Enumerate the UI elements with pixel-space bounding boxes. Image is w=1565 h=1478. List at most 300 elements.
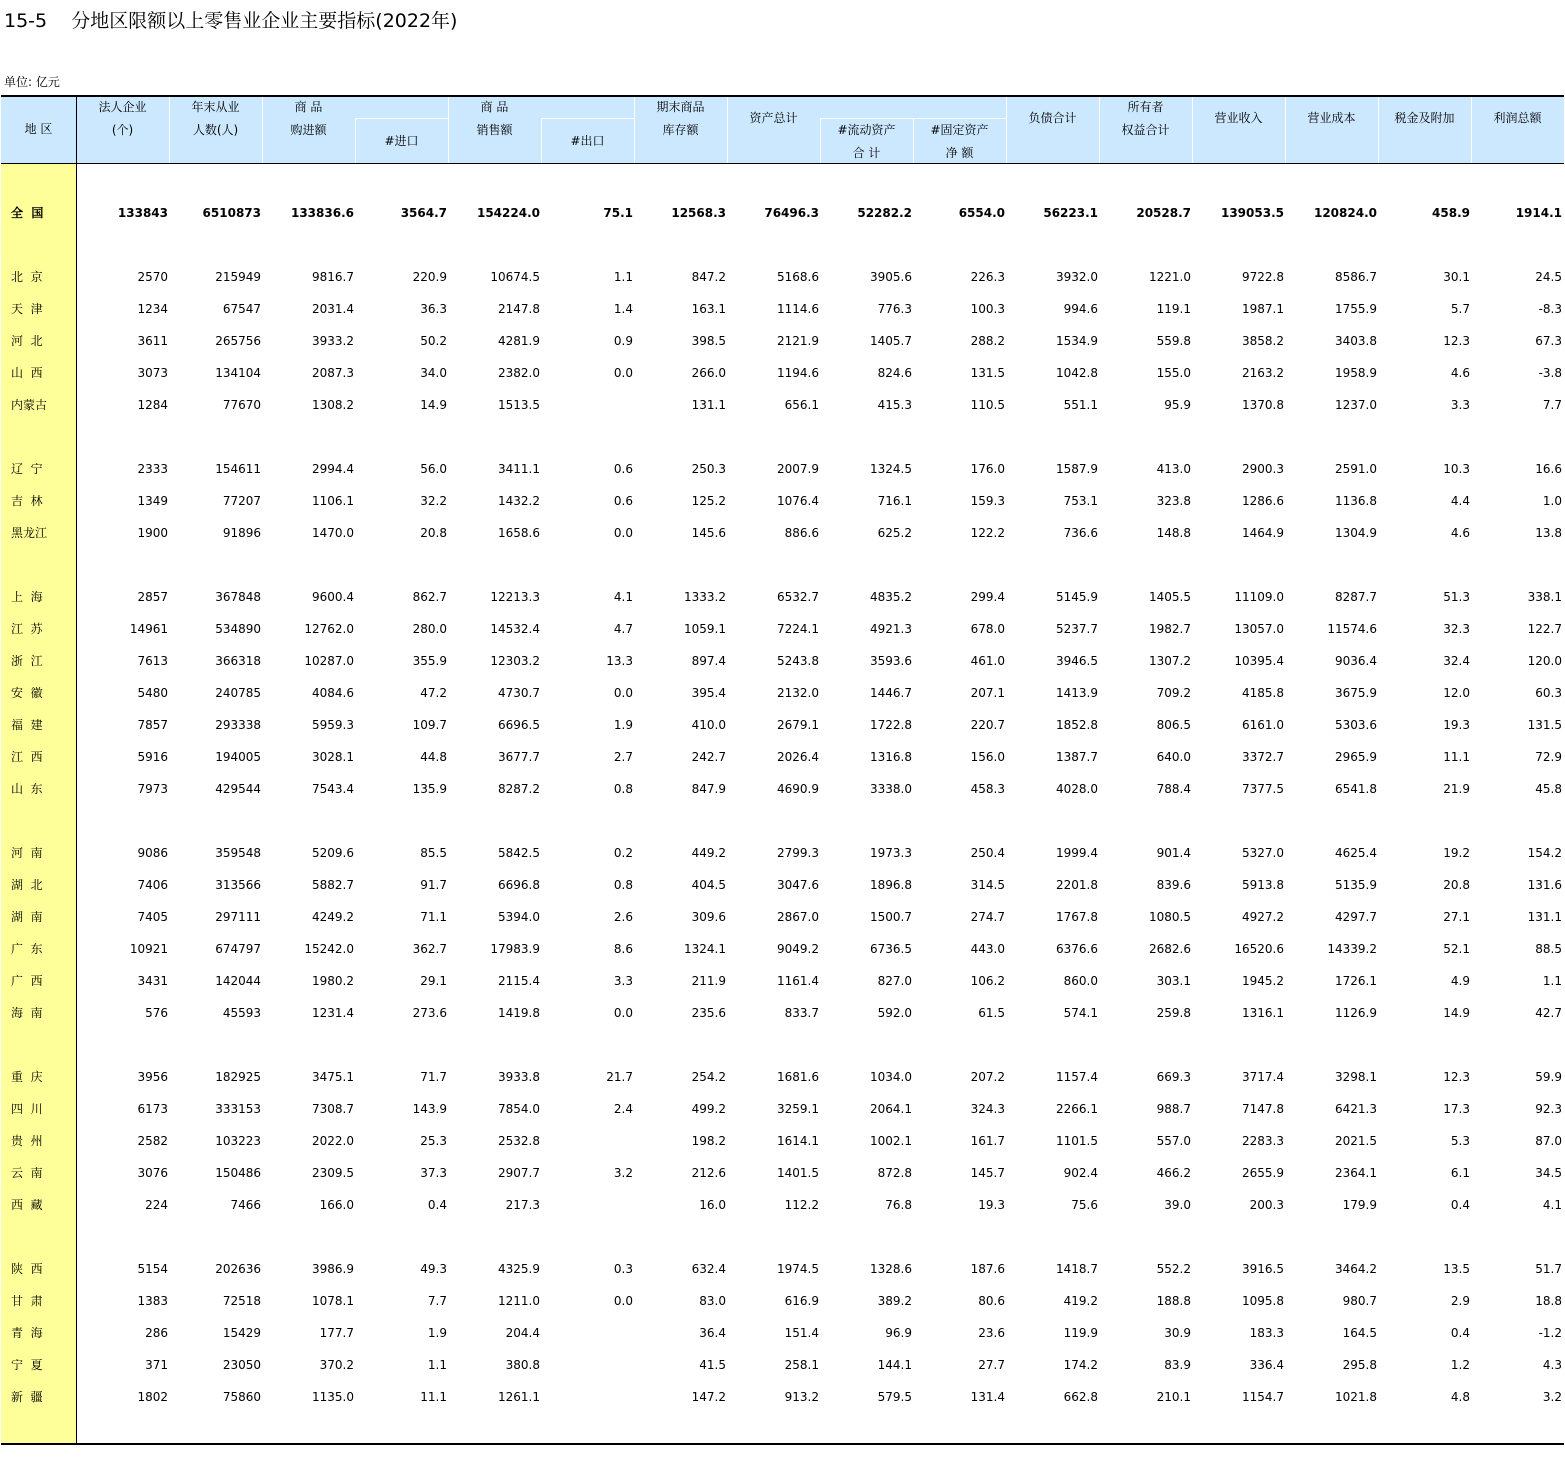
table-cell: 2382.0 — [498, 366, 540, 380]
table-cell: 147.2 — [691, 1390, 726, 1404]
table-cell: 45593 — [222, 1006, 261, 1020]
table-cell: 736.6 — [1063, 526, 1098, 540]
table-cell: 44.8 — [420, 750, 447, 764]
table-cell: 3372.7 — [1242, 750, 1284, 764]
table-cell: 1333.2 — [684, 590, 726, 604]
table-cell: 50.2 — [420, 334, 447, 348]
table-cell: 0.8 — [613, 782, 633, 796]
table-cell: 3858.2 — [1242, 334, 1284, 348]
table-cell: 1999.4 — [1056, 846, 1098, 860]
table-cell: 1076.4 — [777, 494, 819, 508]
table-cell: 395.4 — [691, 686, 726, 700]
table-cell: 5842.5 — [498, 846, 540, 860]
table-cell: 2570 — [137, 270, 168, 284]
table-cell: 7.7 — [427, 1294, 447, 1308]
table-cell: 5209.6 — [312, 846, 354, 860]
table-cell: 534890 — [215, 622, 261, 636]
table-cell: 2582 — [137, 1134, 168, 1148]
table-cell: 12568.3 — [671, 206, 726, 220]
table-cell: 3564.7 — [400, 206, 447, 220]
table-cell: 198.2 — [691, 1134, 726, 1148]
header-divider — [1285, 97, 1286, 163]
table-cell: 11574.6 — [1327, 622, 1377, 636]
table-cell: 176.0 — [970, 462, 1005, 476]
table-cell: 1405.5 — [1149, 590, 1191, 604]
table-cell: 8.6 — [613, 942, 633, 956]
table-cell: 2799.3 — [777, 846, 819, 860]
table-cell: 39.0 — [1164, 1198, 1191, 1212]
table-cell: 3611 — [137, 334, 168, 348]
table-cell: 1.4 — [613, 302, 633, 316]
table-cell: 122.2 — [970, 526, 1005, 540]
header-equity-2: 权益合计 — [1121, 123, 1170, 137]
table-cell: 49.3 — [420, 1262, 447, 1276]
table-cell: 872.8 — [877, 1166, 912, 1180]
table-cell: 3933.2 — [312, 334, 354, 348]
table-cell: 3932.0 — [1056, 270, 1098, 284]
region-column-rule — [76, 97, 77, 1444]
table-cell: 259.8 — [1156, 1006, 1191, 1020]
table-cell: 23.6 — [978, 1326, 1005, 1340]
table-cell: 23050 — [222, 1358, 261, 1372]
table-cell: 120.0 — [1527, 654, 1562, 668]
region-label: 内蒙古 — [11, 398, 48, 412]
table-cell: 3338.0 — [870, 782, 912, 796]
table-cell: 3593.6 — [870, 654, 912, 668]
table-cell: 1722.8 — [870, 718, 912, 732]
table-cell: 355.9 — [412, 654, 447, 668]
region-label: 青 海 — [11, 1326, 43, 1340]
table-cell: 1101.5 — [1056, 1134, 1098, 1148]
table-cell: 1.0 — [1542, 494, 1562, 508]
table-cell: 92.3 — [1535, 1102, 1562, 1116]
table-cell: 367848 — [215, 590, 261, 604]
table-cell: 3475.1 — [312, 1070, 354, 1084]
header-current-assets-1: #流动资产 — [837, 123, 896, 137]
table-cell: 161.7 — [970, 1134, 1005, 1148]
table-cell: 7.7 — [1542, 398, 1562, 412]
table-cell: 847.2 — [691, 270, 726, 284]
table-cell: 2364.1 — [1335, 1166, 1377, 1180]
table-cell: 1114.6 — [777, 302, 819, 316]
table-cell: 1958.9 — [1335, 366, 1377, 380]
header-employees-1: 年末从业 — [191, 100, 240, 114]
table-cell: -3.8 — [1538, 366, 1562, 380]
table-cell: 901.4 — [1156, 846, 1191, 860]
table-cell: 6554.0 — [958, 206, 1005, 220]
table-cell: 155.0 — [1156, 366, 1191, 380]
table-cell: 240785 — [215, 686, 261, 700]
region-label: 上 海 — [11, 590, 43, 604]
table-cell: 1324.1 — [684, 942, 726, 956]
table-cell: 3259.1 — [777, 1102, 819, 1116]
table-cell: 443.0 — [970, 942, 1005, 956]
table-cell: 163.1 — [691, 302, 726, 316]
table-cell: 3411.1 — [498, 462, 540, 476]
table-cell: 2283.3 — [1242, 1134, 1284, 1148]
table-cell: 200.3 — [1249, 1198, 1284, 1212]
table-cell: 0.9 — [613, 334, 633, 348]
table-cell: 4927.2 — [1242, 910, 1284, 924]
table-cell: 145.6 — [691, 526, 726, 540]
table-cell: 4325.9 — [498, 1262, 540, 1276]
header-divider — [355, 119, 356, 163]
table-cell: 1370.8 — [1242, 398, 1284, 412]
header-divider — [541, 119, 542, 163]
table-cell: 27.1 — [1443, 910, 1470, 924]
table-cell: 625.2 — [877, 526, 912, 540]
header-purchases-2: 购进额 — [290, 123, 327, 137]
table-cell: 34.5 — [1535, 1166, 1562, 1180]
header-divider — [820, 118, 1006, 119]
table-cell: 2965.9 — [1335, 750, 1377, 764]
table-cell: 0.8 — [613, 878, 633, 892]
table-cell: 100.3 — [970, 302, 1005, 316]
table-cell: 3946.5 — [1056, 654, 1098, 668]
table-cell: 12762.0 — [304, 622, 354, 636]
table-cell: 576 — [145, 1006, 168, 1020]
table-cell: 6696.5 — [498, 718, 540, 732]
table-cell: 1034.0 — [870, 1070, 912, 1084]
table-cell: 10674.5 — [490, 270, 540, 284]
table-cell: 4028.0 — [1056, 782, 1098, 796]
region-label: 四 川 — [11, 1102, 43, 1116]
table-cell: 71.7 — [420, 1070, 447, 1084]
table-cell: 4.1 — [1542, 1198, 1562, 1212]
region-column-background — [1, 164, 76, 1444]
table-cell: 194005 — [215, 750, 261, 764]
table-cell: 274.7 — [970, 910, 1005, 924]
header-divider — [1192, 97, 1193, 163]
header-inventory-2: 库存额 — [662, 123, 699, 137]
table-cell: 135.9 — [412, 782, 447, 796]
header-corp-count-1: 法人企业 — [98, 100, 147, 114]
table-cell: 10395.4 — [1234, 654, 1284, 668]
table-bottom-rule — [1, 1443, 1564, 1445]
table-cell: 242.7 — [691, 750, 726, 764]
table-cell: 551.1 — [1063, 398, 1098, 412]
table-cell: 183.3 — [1249, 1326, 1284, 1340]
table-cell: 3675.9 — [1335, 686, 1377, 700]
table-cell: 592.0 — [877, 1006, 912, 1020]
table-cell: 42.7 — [1535, 1006, 1562, 1020]
table-cell: 2.7 — [613, 750, 633, 764]
table-cell: 19.2 — [1443, 846, 1470, 860]
table-cell: 2682.6 — [1149, 942, 1191, 956]
table-cell: 1419.8 — [498, 1006, 540, 1020]
table-cell: 1.2 — [1450, 1358, 1470, 1372]
table-cell: 1221.0 — [1149, 270, 1191, 284]
table-cell: 1.1 — [613, 270, 633, 284]
table-cell: 119.1 — [1156, 302, 1191, 316]
table-cell: 9036.4 — [1335, 654, 1377, 668]
table-cell: 5237.7 — [1056, 622, 1098, 636]
table-cell: 458.3 — [970, 782, 1005, 796]
table-cell: 145.7 — [970, 1166, 1005, 1180]
table-cell: 154224.0 — [476, 206, 540, 220]
table-cell: 67547 — [222, 302, 261, 316]
table-cell: 5.7 — [1450, 302, 1470, 316]
table-cell: 13.8 — [1535, 526, 1562, 540]
region-label: 江 西 — [11, 750, 43, 764]
table-cell: 1980.2 — [312, 974, 354, 988]
table-cell: 150486 — [215, 1166, 261, 1180]
table-cell: 4.6 — [1450, 526, 1470, 540]
table-cell: 1002.1 — [870, 1134, 912, 1148]
table-cell: 41.5 — [699, 1358, 726, 1372]
table-header — [1, 96, 1564, 164]
table-cell: 204.4 — [505, 1326, 540, 1340]
table-cell: 788.4 — [1156, 782, 1191, 796]
header-divider — [1006, 97, 1007, 163]
table-cell: 110.5 — [970, 398, 1005, 412]
table-cell: 1973.3 — [870, 846, 912, 860]
table-cell: 7147.8 — [1242, 1102, 1284, 1116]
table-cell: 0.2 — [613, 846, 633, 860]
table-cell: 709.2 — [1156, 686, 1191, 700]
table-cell: 112.2 — [784, 1198, 819, 1212]
region-label: 山 西 — [11, 366, 43, 380]
table-cell: 4835.2 — [870, 590, 912, 604]
table-cell: 5913.8 — [1242, 878, 1284, 892]
table-cell: 1261.1 — [498, 1390, 540, 1404]
region-label: 新 疆 — [11, 1390, 43, 1404]
table-cell: 1681.6 — [777, 1070, 819, 1084]
region-label: 西 藏 — [11, 1198, 43, 1212]
table-cell: 1401.5 — [777, 1166, 819, 1180]
table-cell: 8287.7 — [1335, 590, 1377, 604]
header-fixed-assets-1: #固定资产 — [930, 123, 989, 137]
table-cell: 362.7 — [412, 942, 447, 956]
table-cell: 14961 — [129, 622, 168, 636]
table-cell: 8287.2 — [498, 782, 540, 796]
region-label: 贵 州 — [11, 1134, 43, 1148]
header-sales-1: 商 品 — [480, 100, 509, 114]
table-cell: 21.7 — [606, 1070, 633, 1084]
table-cell: 5327.0 — [1242, 846, 1284, 860]
table-cell: 0.0 — [613, 1006, 633, 1020]
table-cell: 299.4 — [970, 590, 1005, 604]
table-cell: 20.8 — [420, 526, 447, 540]
table-cell: 254.2 — [691, 1070, 726, 1084]
table-cell: 1.1 — [427, 1358, 447, 1372]
table-cell: 4.4 — [1450, 494, 1470, 508]
table-cell: 8586.7 — [1335, 270, 1377, 284]
table-cell: 103223 — [215, 1134, 261, 1148]
table-cell: 207.2 — [970, 1070, 1005, 1084]
table-cell: 415.3 — [877, 398, 912, 412]
table-cell: 131.1 — [691, 398, 726, 412]
table-cell: 85.5 — [420, 846, 447, 860]
table-cell: 1387.7 — [1056, 750, 1098, 764]
table-cell: 131.5 — [970, 366, 1005, 380]
table-cell: 77670 — [222, 398, 261, 412]
table-cell: 12.0 — [1443, 686, 1470, 700]
table-cell: 87.0 — [1535, 1134, 1562, 1148]
header-current-assets-2: 合 计 — [852, 146, 881, 160]
table-cell: 1316.8 — [870, 750, 912, 764]
table-cell: 3.3 — [613, 974, 633, 988]
table-cell: 16.6 — [1535, 462, 1562, 476]
table-cell: 166.0 — [319, 1198, 354, 1212]
header-equity-1: 所有者 — [1127, 100, 1164, 114]
table-cell: 4084.6 — [312, 686, 354, 700]
table-cell: 25.3 — [420, 1134, 447, 1148]
table-cell: 37.3 — [420, 1166, 447, 1180]
table-cell: 7308.7 — [312, 1102, 354, 1116]
table-cell: 2163.2 — [1242, 366, 1284, 380]
table-cell: 313566 — [215, 878, 261, 892]
table-cell: 3.2 — [613, 1166, 633, 1180]
table-cell: 211.9 — [691, 974, 726, 988]
table-cell: 148.8 — [1156, 526, 1191, 540]
header-divider — [1099, 97, 1100, 163]
table-cell: 827.0 — [877, 974, 912, 988]
table-cell: 4.6 — [1450, 366, 1470, 380]
table-cell: 404.5 — [691, 878, 726, 892]
table-cell: 1157.4 — [1056, 1070, 1098, 1084]
table-cell: 3403.8 — [1335, 334, 1377, 348]
table-cell: 2132.0 — [777, 686, 819, 700]
table-cell: 314.5 — [970, 878, 1005, 892]
table-cell: 389.2 — [877, 1294, 912, 1308]
table-cell: 552.2 — [1156, 1262, 1191, 1276]
table-cell: 20.8 — [1443, 878, 1470, 892]
table-cell: -8.3 — [1538, 302, 1562, 316]
table-cell: 72.9 — [1535, 750, 1562, 764]
table-cell: 11.1 — [420, 1390, 447, 1404]
table-cell: 88.5 — [1535, 942, 1562, 956]
table-cell: 5135.9 — [1335, 878, 1377, 892]
table-cell: 14.9 — [1443, 1006, 1470, 1020]
table-cell: 2266.1 — [1056, 1102, 1098, 1116]
table-cell: 1900 — [137, 526, 168, 540]
table-cell: 224 — [145, 1198, 168, 1212]
table-cell: 1126.9 — [1335, 1006, 1377, 1020]
table-cell: 133836.6 — [290, 206, 354, 220]
table-cell: 9816.7 — [312, 270, 354, 284]
table-cell: 131.1 — [1527, 910, 1562, 924]
table-cell: 3047.6 — [777, 878, 819, 892]
table-cell: 2115.4 — [498, 974, 540, 988]
table-cell: 288.2 — [970, 334, 1005, 348]
header-divider — [262, 97, 263, 163]
table-cell: 34.0 — [420, 366, 447, 380]
table-cell: 994.6 — [1063, 302, 1098, 316]
table-cell: 1231.4 — [312, 1006, 354, 1020]
table-cell: 13.5 — [1443, 1262, 1470, 1276]
header-divider — [541, 118, 634, 119]
table-cell: 154611 — [215, 462, 261, 476]
table-cell: 36.3 — [420, 302, 447, 316]
table-cell: 134104 — [215, 366, 261, 380]
table-cell: 3431 — [137, 974, 168, 988]
table-cell: 217.3 — [505, 1198, 540, 1212]
region-label: 吉 林 — [11, 494, 43, 508]
table-cell: 32.4 — [1443, 654, 1470, 668]
table-cell: 96.9 — [885, 1326, 912, 1340]
table-cell: 4730.7 — [498, 686, 540, 700]
header-inventory-1: 期末商品 — [656, 100, 705, 114]
table-cell: 297111 — [215, 910, 261, 924]
table-cell: 2121.9 — [777, 334, 819, 348]
table-cell: 669.3 — [1156, 1070, 1191, 1084]
table-cell: 847.9 — [691, 782, 726, 796]
table-cell: 61.5 — [978, 1006, 1005, 1020]
region-label: 福 建 — [11, 718, 43, 732]
table-cell: 47.2 — [420, 686, 447, 700]
table-cell: 131.6 — [1527, 878, 1562, 892]
table-cell: 1432.2 — [498, 494, 540, 508]
table-cell: 0.4 — [1450, 1326, 1470, 1340]
table-cell: 60.3 — [1535, 686, 1562, 700]
region-label: 宁 夏 — [11, 1358, 43, 1372]
table-cell: 36.4 — [699, 1326, 726, 1340]
table-cell: 1154.7 — [1242, 1390, 1284, 1404]
table-cell: 1211.0 — [498, 1294, 540, 1308]
table-cell: 1328.6 — [870, 1262, 912, 1276]
table-cell: 59.9 — [1535, 1070, 1562, 1084]
table-cell: 6173 — [137, 1102, 168, 1116]
table-cell: 125.2 — [691, 494, 726, 508]
table-cell: 95.9 — [1164, 398, 1191, 412]
region-label: 云 南 — [11, 1166, 43, 1180]
table-cell: 398.5 — [691, 334, 726, 348]
table-cell: 106.2 — [970, 974, 1005, 988]
table-cell: 2087.3 — [312, 366, 354, 380]
table-cell: 3076 — [137, 1166, 168, 1180]
table-cell: 2201.8 — [1056, 878, 1098, 892]
table-cell: 80.6 — [978, 1294, 1005, 1308]
region-label: 辽 宁 — [11, 462, 43, 476]
table-cell: 429544 — [215, 782, 261, 796]
table-cell: 1316.1 — [1242, 1006, 1284, 1020]
table-cell: 886.6 — [784, 526, 819, 540]
unit-label: 单位: 亿元 — [4, 75, 60, 89]
table-cell: 32.3 — [1443, 622, 1470, 636]
table-cell: 1194.6 — [777, 366, 819, 380]
table-cell: 3933.8 — [498, 1070, 540, 1084]
table-cell: 4297.7 — [1335, 910, 1377, 924]
table-cell: -1.2 — [1538, 1326, 1562, 1340]
table-cell: 1464.9 — [1242, 526, 1284, 540]
table-cell: 13057.0 — [1234, 622, 1284, 636]
table-cell: 179.9 — [1342, 1198, 1377, 1212]
table-cell: 1500.7 — [870, 910, 912, 924]
table-cell: 10.3 — [1443, 462, 1470, 476]
table-cell: 188.8 — [1156, 1294, 1191, 1308]
table-cell: 413.0 — [1156, 462, 1191, 476]
table-cell: 1405.7 — [870, 334, 912, 348]
table-cell: 119.9 — [1063, 1326, 1098, 1340]
table-cell: 1161.4 — [777, 974, 819, 988]
region-label: 广 东 — [11, 942, 43, 956]
table-cell: 6541.8 — [1335, 782, 1377, 796]
table-cell: 12.3 — [1443, 1070, 1470, 1084]
table-cell: 839.6 — [1156, 878, 1191, 892]
header-employees-2: 人数(人) — [192, 123, 239, 137]
table-cell: 12213.3 — [490, 590, 540, 604]
table-cell: 11.1 — [1443, 750, 1470, 764]
table-cell: 7613 — [137, 654, 168, 668]
table-cell: 27.7 — [978, 1358, 1005, 1372]
table-cell: 5243.8 — [777, 654, 819, 668]
table-cell: 56223.1 — [1043, 206, 1098, 220]
table-cell: 156.0 — [970, 750, 1005, 764]
table-cell: 640.0 — [1156, 750, 1191, 764]
region-label: 湖 南 — [11, 910, 43, 924]
region-label: 天 津 — [11, 302, 43, 316]
